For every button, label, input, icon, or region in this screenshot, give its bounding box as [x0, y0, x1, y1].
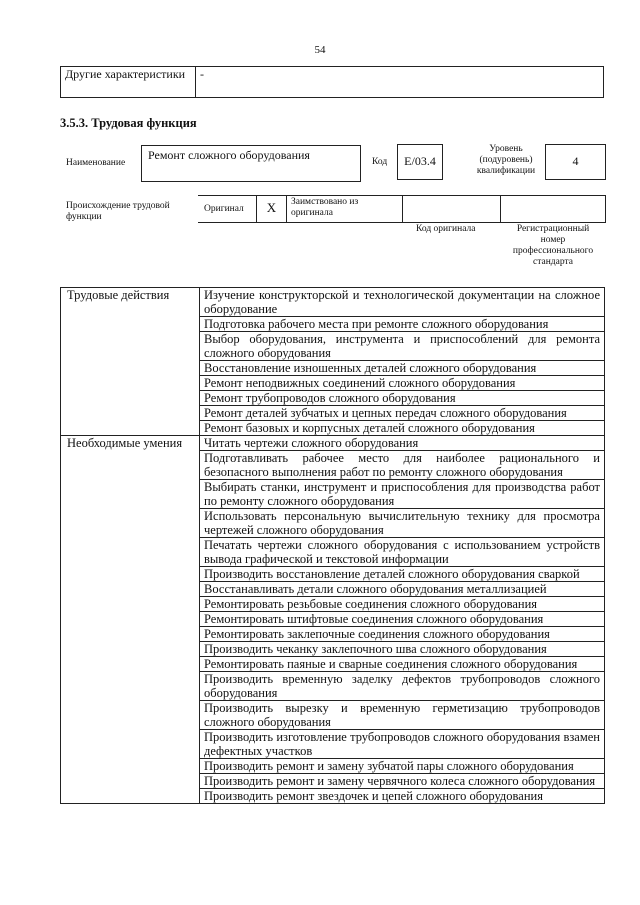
- other-characteristics-value: -: [196, 67, 604, 98]
- labor-action-item: Ремонт неподвижных соединений сложного оборудования: [200, 376, 605, 391]
- qualification-level-label: Уровень (подуровень) квалификации: [476, 144, 536, 176]
- labor-action-item: Ремонт деталей зубчатых и цепных передач сложного оборудования: [200, 406, 605, 421]
- original-code-cell: [402, 196, 500, 222]
- labor-action-item: Подготовка рабочего места при ремонте сложного оборудования: [200, 317, 605, 332]
- labor-action-item: Ремонт базовых и корпусных деталей сложного оборудования: [200, 421, 605, 436]
- skill-item: Восстанавливать детали сложного оборудования металлизацией: [200, 582, 605, 597]
- skill-item: Производить временную заделку дефектов трубопроводов сложного оборудования: [200, 672, 605, 701]
- page-number: 54: [314, 44, 326, 56]
- skill-item: Производить ремонт и замену червячного колеса сложного оборудования: [200, 774, 605, 789]
- skill-item: Производить ремонт звездочек и цепей сложного оборудования: [200, 789, 605, 804]
- skill-item: Производить изготовление трубопроводов сложного оборудования взамен дефектных участков: [200, 730, 605, 759]
- skill-item: Подготавливать рабочее место для наиболее рационального и безопасного выполнения работ по ремонту сложного оборудования: [200, 451, 605, 480]
- skill-item: Производить ремонт и замену зубчатой пары сложного оборудования: [200, 759, 605, 774]
- labor-action-item: Изучение конструкторской и технологической документации на сложное оборудование: [200, 288, 605, 317]
- skill-item: Производить восстановление деталей сложного оборудования сваркой: [200, 567, 605, 582]
- original-label: Оригинал: [204, 204, 244, 214]
- skill-item: Использовать персональную вычислительную технику для просмотра чертежей сложного оборудования: [200, 509, 605, 538]
- code-label: Код: [372, 157, 388, 167]
- qualification-level-field: 4: [545, 144, 606, 180]
- skill-item: Печатать чертежи сложного оборудования с использованием устройств вывода графической и текстовой информации: [200, 538, 605, 567]
- skill-item: Читать чертежи сложного оборудования: [200, 436, 605, 451]
- origin-label: Происхождение трудовой функции: [66, 201, 170, 222]
- original-mark: X: [256, 196, 286, 222]
- registration-number-label: Регистрационный номер профессионального стандарта: [512, 224, 594, 267]
- function-details-table: [60, 287, 605, 804]
- function-name-field: Ремонт сложного оборудования: [141, 145, 361, 182]
- name-label: Наименование: [66, 158, 126, 168]
- skill-item: Ремонтировать паяные и сварные соединения сложного оборудования: [200, 657, 605, 672]
- section-title: 3.5.3. Трудовая функция: [60, 116, 197, 130]
- table-row: [61, 288, 605, 317]
- other-characteristics-label: Другие характеристики: [61, 67, 196, 98]
- table-row: [61, 67, 604, 98]
- skill-category-label: Необходимые умения: [61, 436, 200, 804]
- skill-item: Производить вырезку и временную герметизацию трубопроводов сложного оборудования: [200, 701, 605, 730]
- registration-number-cell: [500, 196, 606, 222]
- skill-item: Выбирать станки, инструмент и приспособления для производства работ по ремонту сложного оборудования: [200, 480, 605, 509]
- borrowed-label: Заимствовано из оригинала: [286, 196, 402, 222]
- skill-item: Ремонтировать штифтовые соединения сложного оборудования: [200, 612, 605, 627]
- labor-action-category-label: Трудовые действия: [61, 288, 200, 436]
- table-row: [61, 436, 605, 451]
- skill-item: Производить чеканку заклепочного шва сложного оборудования: [200, 642, 605, 657]
- labor-action-item: Выбор оборудования, инструмента и приспособлений для ремонта сложного оборудования: [200, 332, 605, 361]
- code-field: E/03.4: [397, 144, 443, 180]
- other-characteristics-table: [60, 66, 604, 98]
- skill-item: Ремонтировать резьбовые соединения сложного оборудования: [200, 597, 605, 612]
- original-code-label: Код оригинала: [416, 224, 476, 234]
- skill-item: Ремонтировать заклепочные соединения сложного оборудования: [200, 627, 605, 642]
- labor-action-item: Восстановление изношенных деталей сложного оборудования: [200, 361, 605, 376]
- origin-row: [198, 195, 606, 223]
- labor-action-item: Ремонт трубопроводов сложного оборудования: [200, 391, 605, 406]
